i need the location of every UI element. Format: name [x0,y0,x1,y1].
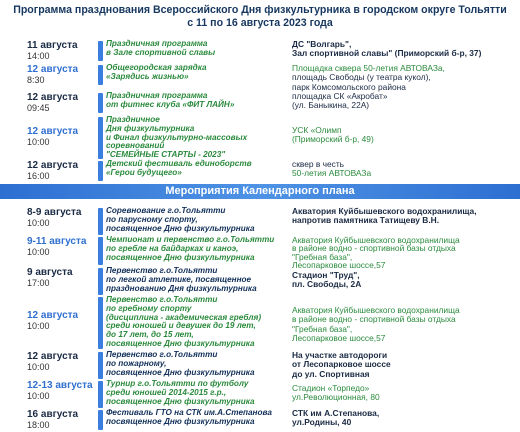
row-marker [98,352,103,379]
event-location: СТК им А.Степанова, ул.Родины, 40 [292,408,380,428]
event-date: 16 августа 18:00 [27,409,79,430]
event-title: Соревнование г.о.Тольятти по парусному спорту, посвященное Дню физкультурника [106,206,255,233]
row-marker [98,381,103,408]
event-title: Праздничное Дня физкультурника и Финал физкультурно-массовых соревнований "СЕМЕЙНЫЕ СТАРТЫ - 2023" [106,115,248,160]
row-marker [98,237,103,265]
event-location: На участке автодороги от Лесопарковое шоссе до ул. Спортивная [292,350,391,379]
section-header: Мероприятия Календарного плана [0,184,520,199]
event-title: Детский фестиваль единоборств «Герои будущего» [106,159,252,177]
event-location: Стадион «Торпедо» ул.Революционная, 80 [292,383,380,403]
event-location: Акватория Куйбышевского водохранилища в районе водно - спортивной базы отдыха "Гребная база", Лесопарковое шоссе,57 [292,305,460,344]
event-date: 12 августа 16:00 [27,160,79,181]
row-marker [98,65,103,85]
event-date: 11 августа 14:00 [27,40,78,61]
event-date: 12 августа 10:00 [27,310,79,331]
event-title: Праздничная программа от фитнес клуба «ФИТ ЛАЙН» [106,91,235,109]
event-date: 12 августа 10:00 [27,126,79,147]
event-location: площадка СК «Акробат» (ул. Баныкина, 22А) [292,91,388,111]
row-marker [98,117,103,159]
event-date: 12 августа 10:00 [27,351,79,372]
event-date: 9-11 августа 10:00 [27,236,87,257]
row-marker [98,93,103,113]
event-location: Акватория Куйбышевского водохранилища, напротив памятника Татищеву В.Н. [292,206,477,226]
event-location: Площадка сквера 50-летия АВТОВАЗа, площадь Свободы (у театра кукол), парк Комсомольского района [292,63,445,92]
event-date: 12-13 августа 10:00 [27,380,93,401]
event-location: УСК «Олимп (Приморский б-р, 49) [292,125,374,145]
row-marker [98,208,103,235]
row-marker [98,297,103,349]
event-title: Первенство г.о.Тольятти по легкой атлетике, посвященное празднованию Дня физкультурника [106,266,257,293]
event-title: Чемпионат и первенство г.о.Тольятти по гребле на байдарках и каноэ, посвященное Дню физкультурника [106,235,275,262]
event-title: Общегородская зарядка «Зарядись жизнью» [106,63,207,81]
event-date: 12 августа 09:45 [27,92,79,113]
title-line-2: с 11 по 16 августа 2023 года [187,17,333,29]
event-location: сквер в честь 50-летия АВТОВАЗа [292,159,372,179]
event-title: Фестиваль ГТО на СТК им.А.Степанова посвященное Дню физкультурника [106,408,272,426]
row-marker [98,410,103,430]
page-title [0,0,520,30]
row-marker [98,161,103,181]
event-location: Акватория Куйбышевского водохранилища в районе водно - спортивной базы отдыха "Гребная база", Лесопарковое шоссе,57 [292,235,460,271]
event-location: Стадион "Труд", пл. Свободы, 2А [292,270,362,290]
event-title: Праздничная программа в Зале спортивной славы [106,39,216,57]
row-marker [98,268,103,295]
event-date: 9 августа 17:00 [27,267,73,288]
event-location: ДС "Волгарь", Зал спортивной славы" (Приморский б-р, 37) [292,39,482,59]
title-line-1: Программа празднования Всероссийского Дня физкультурника в городском округе Тольятти [13,4,507,16]
event-title: Турнир г.о.Тольятти по футболу среди юношей 2014-2015 г.р., посвященное Дню физкультурника [106,379,255,406]
event-date: 8-9 августа 10:00 [27,207,82,228]
event-title: Первенство г.о.Тольятти по пожарному, посвященное Дню физкультурника [106,350,255,377]
row-marker [98,41,103,61]
event-date: 12 августа 8:30 [27,64,79,85]
event-title: Первенство г.о.Тольятти по гребному спорту (дисциплина - академическая гребля) среди юношей и девушек до 19 лет, до 17 лет, до 15 лет, посвященное Дню физкультурника [106,295,262,348]
